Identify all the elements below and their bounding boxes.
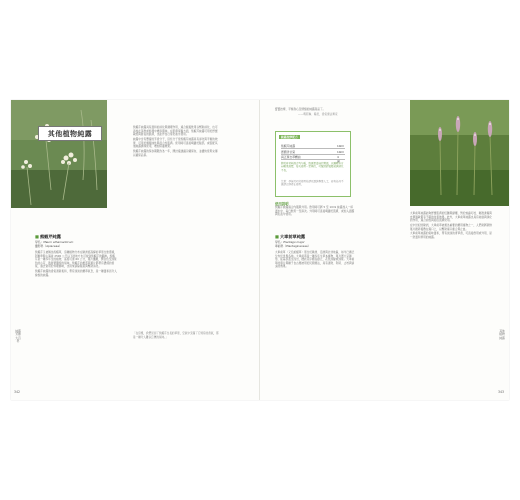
paragraph: 大車前草純露能夠舒緩肌膚的紅腫與搔癢，對於蚊蟲叮咬、輕微燙傷與皮膚過敏都有不錯的改善效果。此外，大車前草純露也具有收斂與淨化的作用，適合油性與痘痘肌膚使用。 (410, 212, 492, 223)
latin-label: 學名： (275, 240, 284, 244)
right-page (260, 100, 509, 400)
recipe-header: 純露按摩配方 (281, 135, 298, 139)
right-column-2 (410, 212, 492, 241)
side-tab-right: 其他植物純露 (499, 329, 505, 340)
ingredient-amount: 10ml (337, 149, 345, 154)
paragraph: 熊蝦芹純露的香氣清新柔和，帶有淡淡的藥草氣息，是一種溫和而令人愉悅的純露。 (35, 270, 117, 277)
paragraph: 熊蝦芹純露具有溫和的消化與調理作用，適合飯後飲用以幫助消化，也可添加在茶飲或料理中增添風味。在肌膚保養方面，熊蝦芹純露可用於舒緩敏感與發炎的肌膚，也能作為日常化妝水使用。 (133, 126, 218, 137)
square-bullet-icon: ■ (35, 234, 39, 239)
right-column-1: 大車前草（又名蛤蟆草）原生於歐洲、亞洲與北非地區，如今已廣泛分布於世界各地。大車前草是一種多年生草本植物，葉片寬大呈卵形，從基部叢生而出，穗狀花序細長挺立，花色淡綠或淡紫。大車前草的葉片與種子自古便被用於民間療法，具有清熱、利尿、止咳與消炎的效果。 (275, 251, 355, 269)
latin-label: 學名： (35, 240, 44, 244)
left-column-2 (133, 126, 219, 158)
paragraph: 在中世紀的歐洲，大車前草被視為重要的藥用植物之一，人們常將新鮮葉片搗碎後敷在傷口上，以幫助傷口癒合與止血。 (410, 223, 492, 231)
meum-flower-illustration (11, 100, 107, 208)
page-title-box (38, 126, 102, 141)
usage-heading: 使用說明 (275, 202, 289, 206)
top-attribution: ——瑪莉琳．韓昆，香氣療法專家 (298, 113, 338, 116)
section-heading-text: 熊蝦芹純露 (39, 234, 61, 239)
ingredient-name: 熊蝦芹純露 (281, 144, 295, 148)
paragraph: 純露中含有豐富的芳香分子，這些分子使熊蝦芹純露具有淨化與平衡的效果，可用於調理油性與混合性肌膚。使用時可直接噴灑於臉部，或搭配其他純露調和使用，增加保養效果。 (133, 137, 218, 149)
paragraph: 大車前草純露的氣味溫和，帶有淡淡的青草香，可直接飲用或外用，是一款溫和實用的純露。 (410, 232, 492, 239)
quote-block: 「在這裡，我們見到了熊蝦芹生長的草原，空氣中充滿了它特有的香氣，那是一種令人難以忘懷的氣味。」 (133, 332, 219, 339)
top-text: 寶寶按摩，平衡身心及情緒的純露產品了。 (275, 108, 326, 111)
usage-body: 熊蝦芹純露適合內服與外用。飲用時可將 5 至 10ml 純露加入一杯溫水中，每日飲用一至兩次。外用時可直接噴灑於肌膚，或加入面膜與乳液中使用。 (275, 206, 355, 217)
ingredient-amount: 10ml (337, 144, 345, 148)
book-spread (11, 100, 509, 400)
recipe-box (275, 131, 351, 197)
plantago-illustration (410, 100, 509, 206)
section-heading-text: 大車前草純露 (279, 234, 306, 239)
page-number-right: 343 (498, 390, 505, 394)
latin-name: Plantago major (283, 240, 305, 244)
ingredient-name: 德國洋甘菊 (281, 149, 295, 154)
meum-flower-photo (11, 100, 107, 208)
latin-name: Meum athamanticum (43, 240, 74, 244)
square-bullet-icon: ■ (275, 234, 279, 239)
left-column-1 (35, 251, 117, 279)
recipe-note: 將所有材料混合均勻後，取適量塗抹於腹部，以順時針方向輕柔按摩，每天使用一至兩次，可幫助舒緩脹氣與消化不良。 (281, 162, 344, 172)
paragraph: 熊蝦芹純露的保存期限約為一年，開封後建議冷藏保存，並盡快使用完畢以確保品質。 (133, 149, 218, 157)
plantago-photo (410, 100, 509, 206)
paragraph: 熊蝦芹又被稱為熊蝦草，這種植物分布在歐洲經高緯的草原生態環境，阿爾卑斯山海拔 2500 公尺以下的地方也可找到熊蝦芹的蹤跡。熊蝦芹是一種多年生的植物，高度可達 60 公分，葉片纖細，開白色至淡紫色的小花，散發著獨特的氣味。熊蝦芹的根部與葉片都帶有濃郁的香氣，過去常用於料理調味，也用來消除脹氣與幫助消化。 (35, 251, 117, 269)
page-title: 其他植物純露 (47, 128, 93, 138)
recipe-footnote: 注意：孕婦及幼兒使用前請先諮詢專業人士，若有任何不適請立即停止使用。 (281, 180, 344, 187)
ingredient-name: 真正薰衣草精油 (281, 155, 301, 159)
ingredient-amount: 4 滴 (337, 155, 340, 163)
left-page (11, 100, 260, 400)
family-line: 繖形科（Apiaceae） (35, 244, 62, 248)
family-line: 車前科（Plantaginaceae） (275, 244, 311, 248)
side-tab-left: 純露芳療大百科 (15, 329, 21, 344)
page-number-left: 342 (14, 390, 21, 394)
